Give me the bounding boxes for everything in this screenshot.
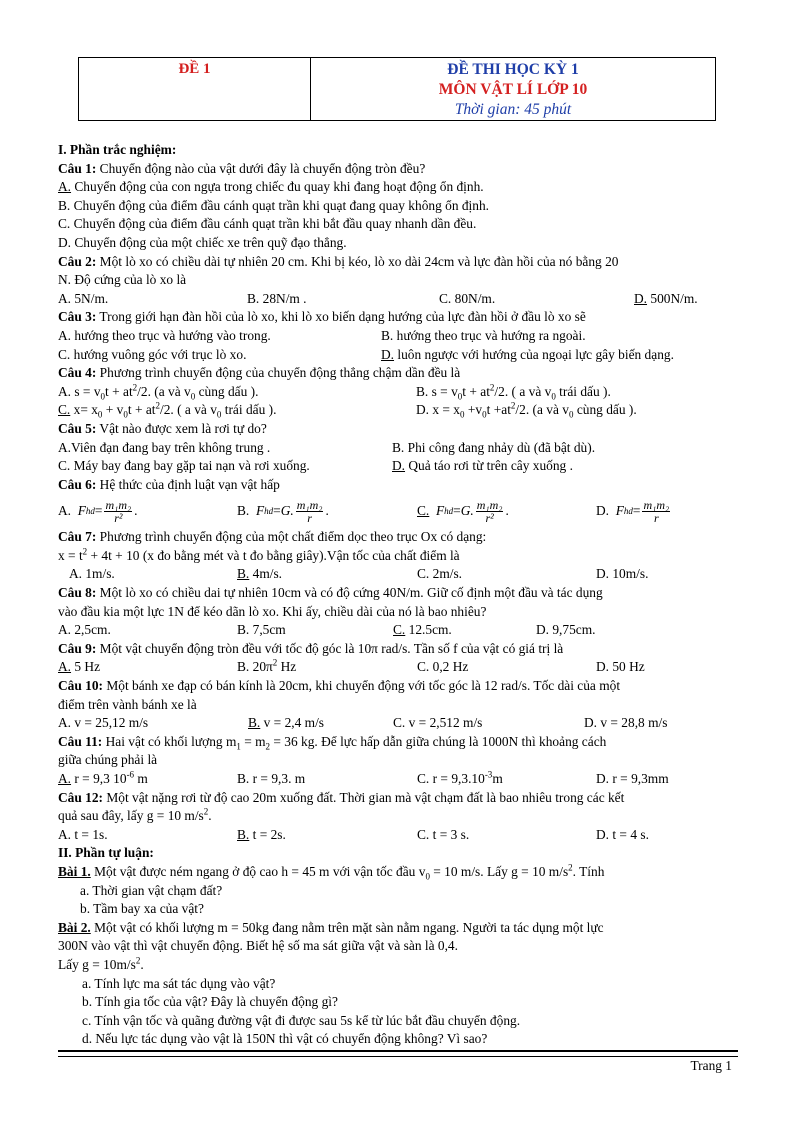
answer-key: C. xyxy=(393,622,406,638)
t: x= x xyxy=(70,402,98,418)
t: Một vật có khối lượng m = 50kg đang nằm trên mặt sàn nằm ngang. Người ta tác dụng một lực xyxy=(90,919,604,935)
t: G. xyxy=(280,503,294,519)
question-label: Câu 11: xyxy=(58,733,103,749)
sup: 2 xyxy=(272,657,278,668)
q3-options-ab xyxy=(58,327,742,346)
t: F xyxy=(615,503,624,519)
option-a: A. 1m/s. xyxy=(69,566,115,582)
t: D. xyxy=(596,503,610,519)
exercise-1-b: b. Tầm bay xa của vật? xyxy=(80,901,204,917)
t: . xyxy=(134,503,138,519)
sup: -3 xyxy=(484,769,493,780)
option-a: A. 2,5cm. xyxy=(58,622,111,638)
option-b: B. Phi công đang nhảy dù (đã bật dù). xyxy=(392,439,596,455)
question-text: Một bánh xe đạp có bán kính là 20cm, khi chuyển động với tốc góc là 12 rad/s. Tốc dài của một xyxy=(103,678,621,694)
option-c: C. F hd = G. $\frac{\text{m₁m₂}}{\text{r²}}$ . xyxy=(417,497,509,525)
exam-code: ĐỀ 1 xyxy=(79,58,311,120)
option-c: C. v = 2,512 m/s xyxy=(393,715,483,731)
exercise-2 xyxy=(58,919,742,938)
question-4 xyxy=(58,364,742,383)
option-a xyxy=(58,383,258,402)
sup: 2 xyxy=(568,862,573,873)
question-label: Câu 6: xyxy=(58,476,97,492)
option-c xyxy=(58,401,276,420)
q5-options-cd xyxy=(58,457,742,476)
fraction xyxy=(296,499,324,524)
q1-option-c: C. Chuyển động của điểm đầu cánh quạt trần khi bắt đầu quay nhanh dần đều. xyxy=(58,216,477,232)
t: /2. (a và v xyxy=(137,383,191,399)
option-b: B. F hd = G. $\frac{\text{m₁m₂}}{r}$ . xyxy=(237,497,329,525)
sup: 2 xyxy=(510,400,516,411)
question-1 xyxy=(58,160,742,179)
t: t + at xyxy=(462,383,490,399)
sub: 0 xyxy=(123,409,128,420)
option-b: B. r = 9,3. m xyxy=(237,771,306,786)
numerator: m₁m₂ xyxy=(105,497,132,512)
option-a: A. hướng theo trục và hướng vào trong. xyxy=(58,327,271,343)
sub: 0 xyxy=(457,391,463,402)
denominator: r² xyxy=(114,510,123,525)
sub: 2 xyxy=(265,741,271,752)
t: Một vật được ném ngang ở độ cao h = 45 m với vận tốc đầu v xyxy=(90,863,426,879)
sup: 2 xyxy=(203,806,209,817)
option-text: 4m/s. xyxy=(249,566,283,582)
answer-key: C. xyxy=(417,503,430,519)
exercise-2-a: a. Tính lực ma sát tác dụng vào vật? xyxy=(82,975,276,991)
question-8 xyxy=(58,584,742,603)
exercise-2-c: c. Tính vận tốc và quãng đường vật đi được sau 5s kể từ lúc bắt đầu chuyển động. xyxy=(82,1012,521,1028)
t: F xyxy=(435,503,445,519)
numerator: m₁m₂ xyxy=(476,497,503,512)
answer-key: A. xyxy=(58,771,72,786)
q1-option-a xyxy=(58,178,742,197)
t: m xyxy=(134,771,148,786)
answer-key: C. xyxy=(58,402,71,418)
t: = 10 m/s. Lấy g = 10 m/s xyxy=(429,863,569,879)
question-2-cont: N. Độ cứng của lò xo là xyxy=(58,272,187,288)
question-12 xyxy=(58,789,742,808)
t: F xyxy=(77,503,86,519)
question-11 xyxy=(58,733,742,752)
t: x = t xyxy=(58,547,83,563)
section-title: II. Phần tự luận: xyxy=(58,845,154,861)
option-d xyxy=(381,346,674,365)
question-text: Chuyển động nào của vật dưới đây là chuyển động tròn đều? xyxy=(96,160,426,176)
answer-key: D. xyxy=(392,458,406,474)
question-label: Câu 8: xyxy=(58,585,97,601)
t: . xyxy=(505,503,509,519)
q7-options xyxy=(58,565,742,584)
question-6 xyxy=(58,476,742,495)
numerator: m₁m₂ xyxy=(643,497,670,512)
option-c: C. hướng vuông góc với trục lò xo. xyxy=(58,346,247,362)
sub: 0 xyxy=(551,391,556,402)
question-3 xyxy=(58,308,742,327)
sub: 0 xyxy=(568,409,574,420)
option-b xyxy=(248,714,324,733)
q8-options xyxy=(58,621,742,640)
question-label: Câu 3: xyxy=(58,309,97,325)
question-text: Vật nào được xem là rơi tự do? xyxy=(96,420,267,436)
t: t + at xyxy=(105,383,133,399)
option-text: Quả táo rơi từ trên cây xuống . xyxy=(405,458,573,474)
t: +v xyxy=(464,402,483,418)
t: t + at xyxy=(127,402,156,418)
question-text: Hệ thức của định luật vạn vật hấp xyxy=(96,476,280,492)
denominator: r xyxy=(307,510,312,525)
question-text: Trong giới hạn đàn hồi của lò xo, khi lò xo biến dạng hướng của lực đàn hồi ở đầu lò xo sẽ xyxy=(96,309,586,325)
t: = 36 kg. Để lực hấp dẫn giữa chúng là 1000N thì khoảng cách xyxy=(270,733,607,749)
answer-key: B. xyxy=(237,566,250,582)
t: = xyxy=(632,503,641,519)
question-label: Câu 5: xyxy=(58,420,97,436)
t: A. xyxy=(58,503,72,519)
question-9 xyxy=(58,640,742,659)
exercise-2-cont2 xyxy=(58,956,742,975)
t: + 4t + 10 (x đo bằng mét và t đo bằng giây).Vận tốc của chất điểm là xyxy=(87,547,460,563)
sup: -6 xyxy=(126,769,135,780)
sup: 2 xyxy=(135,955,141,966)
option-d xyxy=(416,401,637,420)
sup: 2 xyxy=(132,382,138,393)
question-11-cont: giữa chúng phải là xyxy=(58,752,158,768)
option-d: D. 50 Hz xyxy=(596,659,645,675)
t: . xyxy=(140,956,144,972)
sup: 2 xyxy=(489,382,495,393)
question-label: Câu 4: xyxy=(58,365,97,381)
fraction xyxy=(476,499,504,524)
denominator: r² xyxy=(485,510,494,525)
option-d xyxy=(634,290,698,309)
t: t +at xyxy=(486,402,511,418)
exercise-label: Bài 1. xyxy=(58,863,91,879)
exercise-1-a: a. Thời gian vật chạm đất? xyxy=(80,882,223,898)
option-d: D. F hd = $\frac{\text{m₁m₂}}{r}$ xyxy=(596,497,670,525)
answer-key: A. xyxy=(58,659,72,675)
option-d: D. r = 9,3mm xyxy=(596,771,669,786)
q4-options-ab xyxy=(58,383,742,402)
question-8-cont: vào đầu kia một lực 1N để kéo dãn lò xo. Khi ấy, chiều dài của nó là bao nhiêu? xyxy=(58,603,487,619)
option-d: D. 9,75cm. xyxy=(536,622,596,638)
t: . xyxy=(208,808,212,824)
question-label: Câu 12: xyxy=(58,789,104,805)
question-7-cont xyxy=(58,547,742,566)
option-text: 500N/m. xyxy=(647,290,698,306)
option-b: B. hướng theo trục và hướng ra ngoài. xyxy=(381,327,586,343)
fraction xyxy=(642,499,670,524)
option-c: C. t = 3 s. xyxy=(417,826,470,842)
t: trái dấu ). xyxy=(555,383,611,399)
question-5 xyxy=(58,420,742,439)
sub: 1 xyxy=(236,741,241,752)
q10-options xyxy=(58,714,742,733)
sup: 2 xyxy=(82,546,88,557)
question-text: Phương trình chuyển động của chuyển động thẳng chậm dần đều là xyxy=(96,365,461,381)
t: B. 20π xyxy=(237,659,273,675)
q2-options xyxy=(58,290,742,309)
fraction xyxy=(104,499,132,524)
option-text: luôn ngược với hướng của ngoại lực gây biến dạng. xyxy=(394,346,674,362)
sub: 0 xyxy=(425,871,430,882)
question-7 xyxy=(58,528,742,547)
t: = m xyxy=(240,733,266,749)
option-b: B. 7,5cm xyxy=(237,622,286,638)
question-label: Câu 2: xyxy=(58,253,97,269)
numerator: m₁m₂ xyxy=(296,497,323,512)
q6-options xyxy=(58,494,742,528)
answer-key: B. xyxy=(237,826,250,842)
t: . xyxy=(325,503,329,519)
t: cùng dấu ). xyxy=(573,402,637,418)
exercise-2-b: b. Tính gia tốc của vật? Đây là chuyển động gì? xyxy=(82,994,338,1010)
answer-key: B. xyxy=(248,715,261,731)
t: + v xyxy=(102,402,124,418)
option-c: C. 0,2 Hz xyxy=(417,659,469,675)
option-a: A. v = 25,12 m/s xyxy=(58,715,149,731)
option-b xyxy=(237,565,282,584)
exam-header-table xyxy=(78,57,716,121)
sub: 0 xyxy=(100,391,106,402)
sub: 0 xyxy=(97,409,103,420)
question-label: Câu 1: xyxy=(58,160,97,176)
q11-options xyxy=(58,770,742,789)
sub: 0 xyxy=(460,409,465,420)
exam-content xyxy=(58,141,742,1049)
t: C. r = 9,3.10 xyxy=(417,771,485,786)
t: = xyxy=(94,503,103,519)
exam-title: ĐỀ THI HỌC KỲ 1 xyxy=(447,61,579,78)
option-b xyxy=(237,826,286,845)
answer-key: D. xyxy=(381,346,395,362)
option-c: C. 80N/m. xyxy=(439,290,496,306)
option-text: t = 2s. xyxy=(249,826,286,842)
exercise-label: Bài 2. xyxy=(58,919,91,935)
t: = xyxy=(453,503,461,519)
t: quả sau đây, lấy g = 10 m/s xyxy=(58,808,204,824)
q1-option-d: D. Chuyển động của một chiếc xe trên quỹ đạo thẳng. xyxy=(58,234,347,250)
sub: 0 xyxy=(482,409,487,420)
option-d: D. t = 4 s. xyxy=(596,826,649,842)
option-d: D. v = 28,8 m/s xyxy=(584,715,668,731)
question-text: Một lò xo có chiều dài tự nhiên 20 cm. Khi bị kéo, lò xo dài 24cm và lực đàn hồi của nó bằng 20 xyxy=(96,253,619,269)
t: Hz xyxy=(277,659,297,675)
q3-options-cd xyxy=(58,346,742,365)
question-10-cont: điểm trên vành bánh xe là xyxy=(58,696,197,712)
denominator: r xyxy=(653,510,659,525)
t: r = 9,3 10 xyxy=(71,771,127,786)
option-a: A.Viên đạn đang bay trên không trung . xyxy=(58,439,271,455)
option-b: B. 28N/m . xyxy=(247,290,307,306)
question-text: Một vật chuyển động tròn đều với tốc độ góc là 10π rad/s. Tần số f của vật có giá trị là xyxy=(96,640,564,656)
option-a: A. 5N/m. xyxy=(58,290,109,306)
question-label: Câu 7: xyxy=(58,529,97,545)
t: /2. (a và v xyxy=(515,402,569,418)
page-number: Trang 1 xyxy=(690,1058,732,1073)
option-b xyxy=(416,383,611,402)
option-a xyxy=(58,658,100,677)
sub: 0 xyxy=(190,391,196,402)
t: /2. ( a và v xyxy=(160,402,217,418)
option-text: Chuyển động của con ngựa trong chiếc đu quay khi đang hoạt động ổn định. xyxy=(71,179,484,195)
option-a xyxy=(58,770,148,789)
option-text: 12.5cm. xyxy=(405,622,452,638)
exam-duration: Thời gian: 45 phút xyxy=(454,101,572,118)
q4-options-cd xyxy=(58,401,742,420)
sup: 2 xyxy=(155,400,161,411)
question-12-cont xyxy=(58,807,742,826)
t: A. s = v xyxy=(58,383,101,399)
option-text: v = 2,4 m/s xyxy=(260,715,325,731)
sub: 0 xyxy=(216,409,222,420)
question-2 xyxy=(58,253,742,272)
exercise-2-d: d. Nếu lực tác dụng vào vật là 150N thì vật có chuyển động không? Vì sao? xyxy=(82,1031,488,1047)
option-c xyxy=(417,770,503,789)
exercise-2-cont: 300N vào vật thì vật chuyển động. Biết hệ số ma sát giữa vật và sàn là 0,4. xyxy=(58,938,458,954)
option-c xyxy=(393,621,452,640)
q9-options xyxy=(58,658,742,677)
option-text: 5 Hz xyxy=(71,659,101,675)
t: D. x = x xyxy=(416,402,461,418)
option-d: D. 10m/s. xyxy=(596,566,649,582)
t: trái dấu ). xyxy=(221,402,277,418)
t: G. xyxy=(460,503,474,519)
q1-option-b: B. Chuyển động của điểm đầu cánh quạt trần khi quạt đang quay không ổn định. xyxy=(58,197,490,213)
t: . Tính xyxy=(572,863,605,879)
footer-divider xyxy=(58,1050,738,1057)
q5-options-ab xyxy=(58,439,742,458)
t: /2. ( a và v xyxy=(494,383,552,399)
question-10 xyxy=(58,677,742,696)
question-label: Câu 9: xyxy=(58,640,97,656)
answer-key: D. xyxy=(634,290,648,306)
exercise-1 xyxy=(58,863,742,882)
t: B. xyxy=(237,503,250,519)
question-text: Một vật nặng rơi từ độ cao 20m xuống đất. Thời gian mà vật chạm đất là bao nhiêu trong các kết xyxy=(103,789,625,805)
t: = xyxy=(273,503,281,519)
exam-subject: MÔN VẬT LÍ LỚP 10 xyxy=(438,81,588,98)
option-d xyxy=(392,457,573,476)
question-text: Một lò xo có chiều dai tự nhiên 10cm và có độ cứng 40N/m. Giữ cố định một đầu và tác dụng xyxy=(96,585,603,601)
t: F xyxy=(255,503,265,519)
section-title: I. Phần trắc nghiệm: xyxy=(58,142,177,157)
option-a: A. F hd = $\frac{\text{m₁m₂}}{\text{r²}}$ . xyxy=(58,497,138,525)
answer-key: A. xyxy=(58,179,72,195)
question-text: Phương trình chuyển động của một chất điểm dọc theo trục Ox có dạng: xyxy=(96,529,487,545)
exam-title-cell xyxy=(311,58,715,120)
option-a: A. t = 1s. xyxy=(58,826,108,842)
t: Lấy g = 10m/s xyxy=(58,956,136,972)
t: cùng dấu ). xyxy=(195,383,259,399)
question-label: Câu 10: xyxy=(58,678,104,694)
option-b xyxy=(237,658,296,677)
t: B. s = v xyxy=(416,383,458,399)
option-c: C. Máy bay đang bay gặp tai nạn và rơi xuống. xyxy=(58,458,310,474)
option-c: C. 2m/s. xyxy=(417,566,463,582)
t: m xyxy=(492,771,503,786)
q12-options xyxy=(58,826,742,845)
t: Hai vật có khối lượng m xyxy=(102,733,237,749)
